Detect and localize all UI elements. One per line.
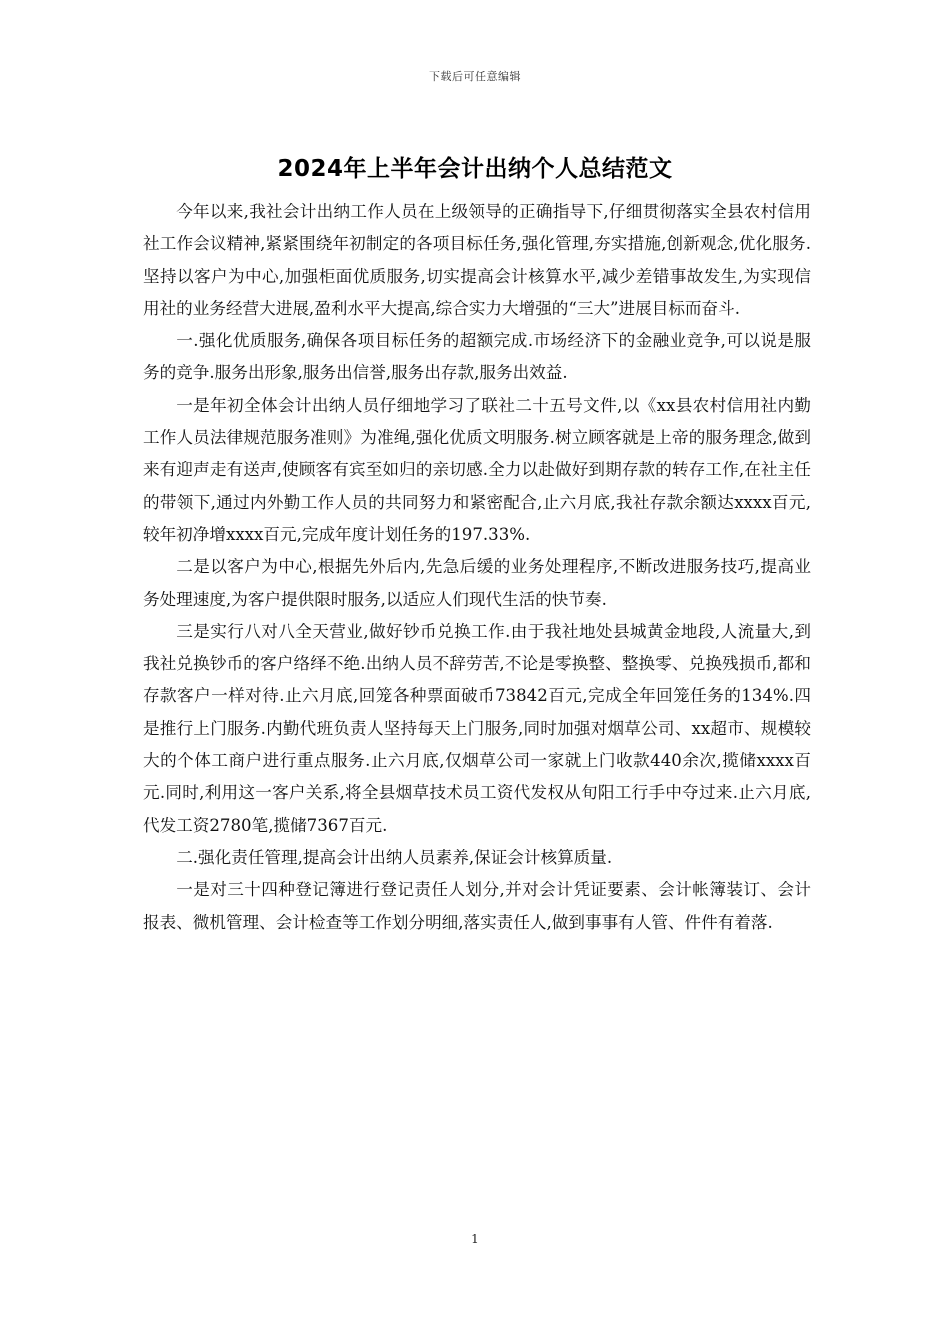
page-header: 下载后可任意编辑	[429, 70, 521, 83]
paragraph-section-2-point-1: 一是对三十四种登记簿进行登记责任人划分,并对会计凭证要素、会计帐簿装订、会计报表、微机管理、会计检查等工作划分明细,落实责任人,做到事事有人管、件件有着落.	[143, 880, 811, 932]
paragraph-section-1-heading: 一.强化优质服务,确保各项目标任务的超额完成.市场经济下的金融业竞争,可以说是服务的竞争.服务出形象,服务出信誉,服务出存款,服务出效益.	[143, 331, 811, 383]
paragraph-intro: 今年以来,我社会计出纳工作人员在上级领导的正确指导下,仔细贯彻落实全县农村信用社工作会议精神,紧紧围绕年初制定的各项目标任务,强化管理,夯实措施,创新观念,优化服务.坚持以客户为中心,加强柜面优质服务,切实提高会计核算水平,减少差错事故发生,为实现信用社的业务经营大进展,盈利水平大提高,综合实力大增强的“三大”进展目标而奋斗.	[143, 202, 811, 318]
page-number: 1	[471, 1232, 479, 1246]
paragraph-point-1: 一是年初全体会计出纳人员仔细地学习了联社二十五号文件,以《xx县农村信用社内勤工作人员法律规范服务准则》为准绳,强化优质文明服务.树立顾客就是上帝的服务理念,做到来有迎声走有送声,使顾客有宾至如归的亲切感.全力以赴做好到期存款的转存工作,在社主任的带领下,通过内外勤工作人员的共同努力和紧密配合,止六月底,我社存款余额达xxxx百元,较年初净增xxxx百元,完成年度计划任务的197.33%.	[143, 395, 811, 544]
paragraph-point-3: 三是实行八对八全天营业,做好钞币兑换工作.由于我社地处县城黄金地段,人流量大,到我社兑换钞币的客户络绎不绝.出纳人员不辞劳苦,不论是零换整、整换零、兑换残损币,都和存款客户一样对待.止六月底,回笼各种票面破币73842百元,完成全年回笼任务的134%.四是推行上门服务.内勤代班负责人坚持每天上门服务,同时加强对烟草公司、xx超市、规模较大的个体工商户进行重点服务.止六月底,仅烟草公司一家就上门收款440余次,揽储xxxx百元.同时,利用这一客户关系,将全县烟草技术员工资代发权从旬阳工行手中夺过来.止六月底,代发工资2780笔,揽储7367百元.	[143, 621, 811, 835]
paragraph-section-2-heading: 二.强化责任管理,提高会计出纳人员素养,保证会计核算质量.	[176, 847, 613, 867]
document-title: 2024年上半年会计出纳个人总结范文	[277, 156, 673, 182]
document-body	[143, 196, 811, 939]
paragraph-point-2: 二是以客户为中心,根据先外后内,先急后缓的业务处理程序,不断改进服务技巧,提高业务处理速度,为客户提供限时服务,以适应人们现代生活的快节奏.	[143, 557, 811, 609]
